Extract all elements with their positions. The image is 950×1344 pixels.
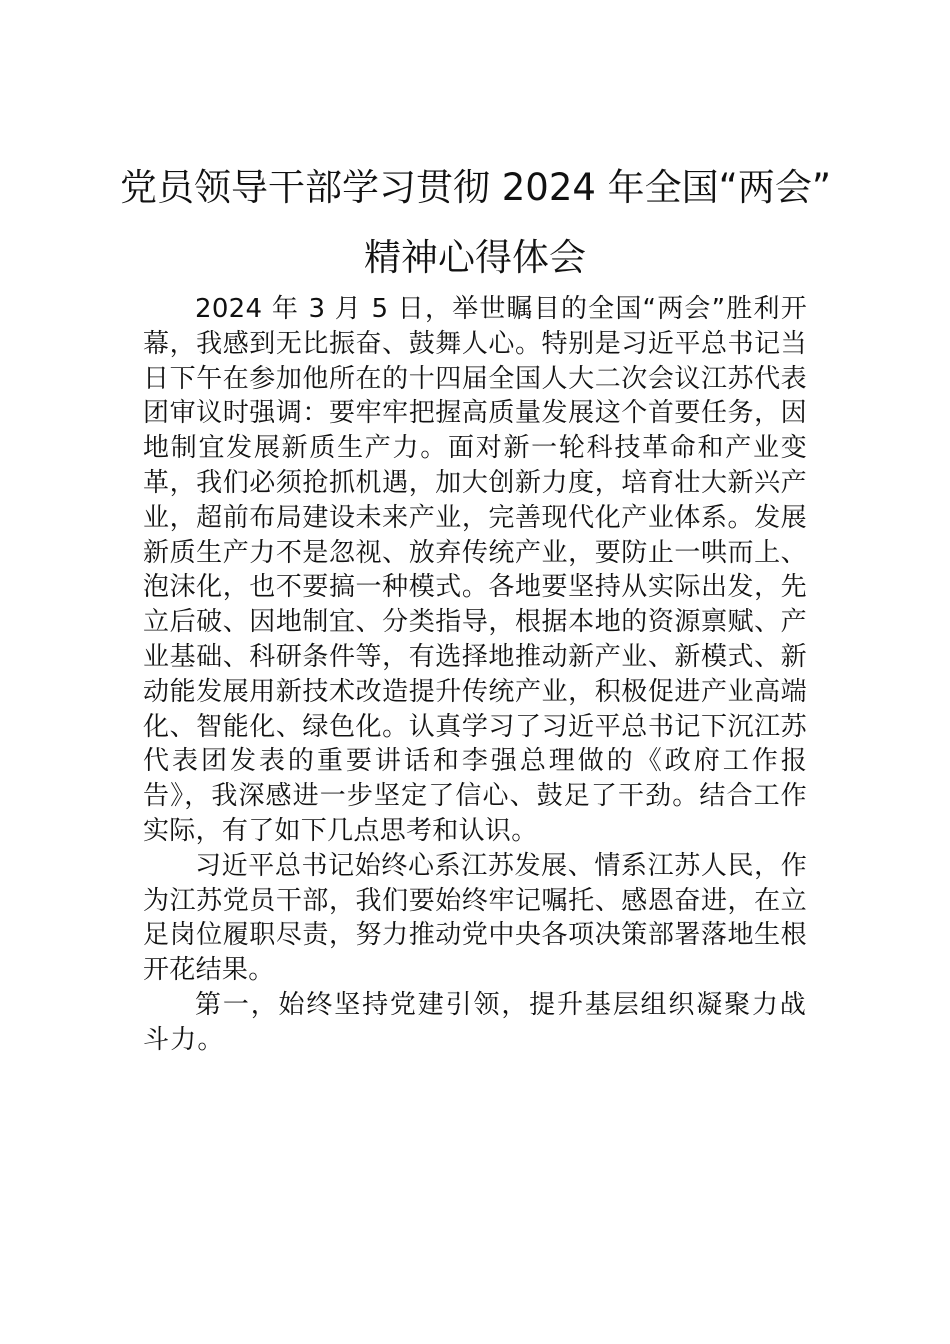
document-title-line-2: 精神心得体会 <box>364 236 586 279</box>
document-title-line-1: 党员领导干部学习贯彻 2024 年全国“两会” <box>120 166 832 209</box>
paragraph-point-one: 第一，始终坚持党建引领，提升基层组织凝聚力战斗力。 <box>143 989 807 1055</box>
document-body <box>143 292 807 1058</box>
paragraph-intro: 2024 年 3 月 5 日，举世瞩目的全国“两会”胜利开幕，我感到无比振奋、鼓舞人心。特别是习近平总书记当日下午在参加他所在的十四届全国人大二次会议江苏代表团审议时强调：要牢牢把握高质量发展这个首要任务，因地制宜发展新质生产力。面对新一轮科技革命和产业变革，我们必须抢抓机遇，加大创新力度，培育壮大新兴产业，超前布局建设未来产业，完善现代化产业体系。发展新质生产力不是忽视、放弃传统产业，要防止一哄而上、泡沫化，也不要搞一种模式。各地要坚持从实际出发，先立后破、因地制宜、分类指导，根据本地的资源禀赋、产业基础、科研条件等，有选择地推动新产业、新模式、新动能发展用新技术改造提升传统产业，积极促进产业高端化、智能化、绿色化。认真学习了习近平总书记下沉江苏代表团发表的重要讲话和李强总理做的《政府工作报告》，我深感进一步坚定了信心、鼓足了干劲。结合工作实际，有了如下几点思考和认识。 <box>143 294 807 846</box>
paragraph-second: 习近平总书记始终心系江苏发展、情系江苏人民，作为江苏党员干部，我们要始终牢记嘱托、感恩奋进，在立足岗位履职尽责，努力推动党中央各项决策部署落地生根开花结果。 <box>143 850 807 986</box>
